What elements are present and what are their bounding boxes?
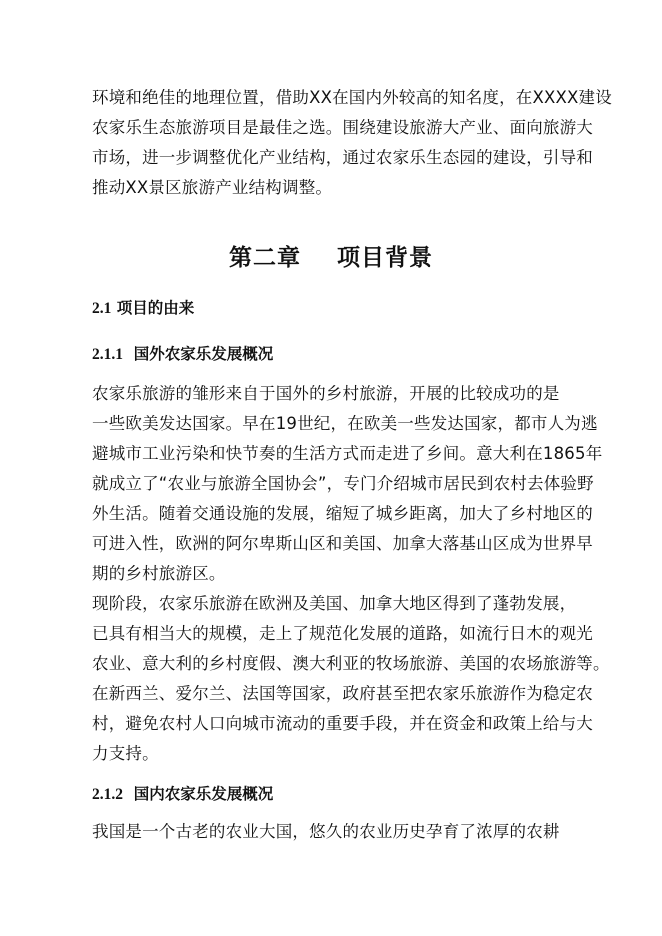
body-line: 农业、意大利的乡村度假、澳大利亚的牧场旅游、美国的农场旅游等。: [92, 654, 610, 673]
body-line: 我国是一个古老的农业大国，悠久的农业历史孕育了浓厚的农耕: [92, 822, 560, 841]
section-number: 2.1.1: [92, 346, 123, 363]
body-line: 在新西兰、爱尔兰、法国等国家，政府甚至把农家乐旅游作为稳定农: [92, 684, 593, 703]
section-title: 国外农家乐发展概况: [133, 345, 274, 363]
body-line: 农家乐旅游的雏形来自于国外的乡村旅游，开展的比较成功的是: [92, 384, 560, 403]
section-number: 2.1.2: [92, 786, 123, 803]
body-line: 现阶段，农家乐旅游在欧洲及美国、加拿大地区得到了蓬勃发展，: [92, 594, 577, 613]
body-line: 避城市工业污染和快节奏的生活方式而走进了乡间。意大利在1865年: [92, 444, 603, 463]
intro-line: 推动XX景区旅游产业结构调整。: [92, 178, 333, 197]
body-line: 外生活。随着交通设施的发展，缩短了城乡距离，加大了乡村地区的: [92, 504, 593, 523]
intro-line: 农家乐生态旅游项目是最佳之选。围绕建设旅游大产业、面向旅游大: [92, 118, 593, 137]
body-line: 可进入性，欧洲的阿尔卑斯山区和美国、加拿大落基山区成为世界早: [92, 534, 593, 553]
section-title: 国内农家乐发展概况: [133, 785, 274, 803]
intro-line: 市场，进一步调整优化产业结构，通过农家乐生态园的建设，引导和: [92, 148, 593, 167]
section-heading-2-1-2: [92, 784, 273, 805]
body-line: 一些欧美发达国家。早在19世纪，在欧美一些发达国家，都市人为逃: [92, 414, 598, 433]
body-line: 村，避免农村人口向城市流动的重要手段，并在资金和政策上给与大: [92, 714, 593, 733]
section-heading-2-1: [92, 298, 194, 319]
section-heading-2-1-1: [92, 344, 273, 365]
body-line: 期的乡村旅游区。: [92, 564, 226, 583]
section-title: 项目的由来: [116, 299, 195, 317]
section-number: 2.1: [92, 300, 112, 317]
body-line: 已具有相当大的规模，走上了规范化发展的道路，如流行日木的观光: [92, 624, 593, 643]
chapter-title: 第二章 项目背景: [228, 244, 434, 271]
intro-line: 环境和绝佳的地理位置，借助XX在国内外较高的知名度，在XXXX建设: [92, 88, 612, 107]
body-line: 力支持。: [92, 744, 159, 763]
body-line: 就成立了“农业与旅游全国协会”，专门介绍城市居民到农村去体验野: [92, 474, 594, 493]
